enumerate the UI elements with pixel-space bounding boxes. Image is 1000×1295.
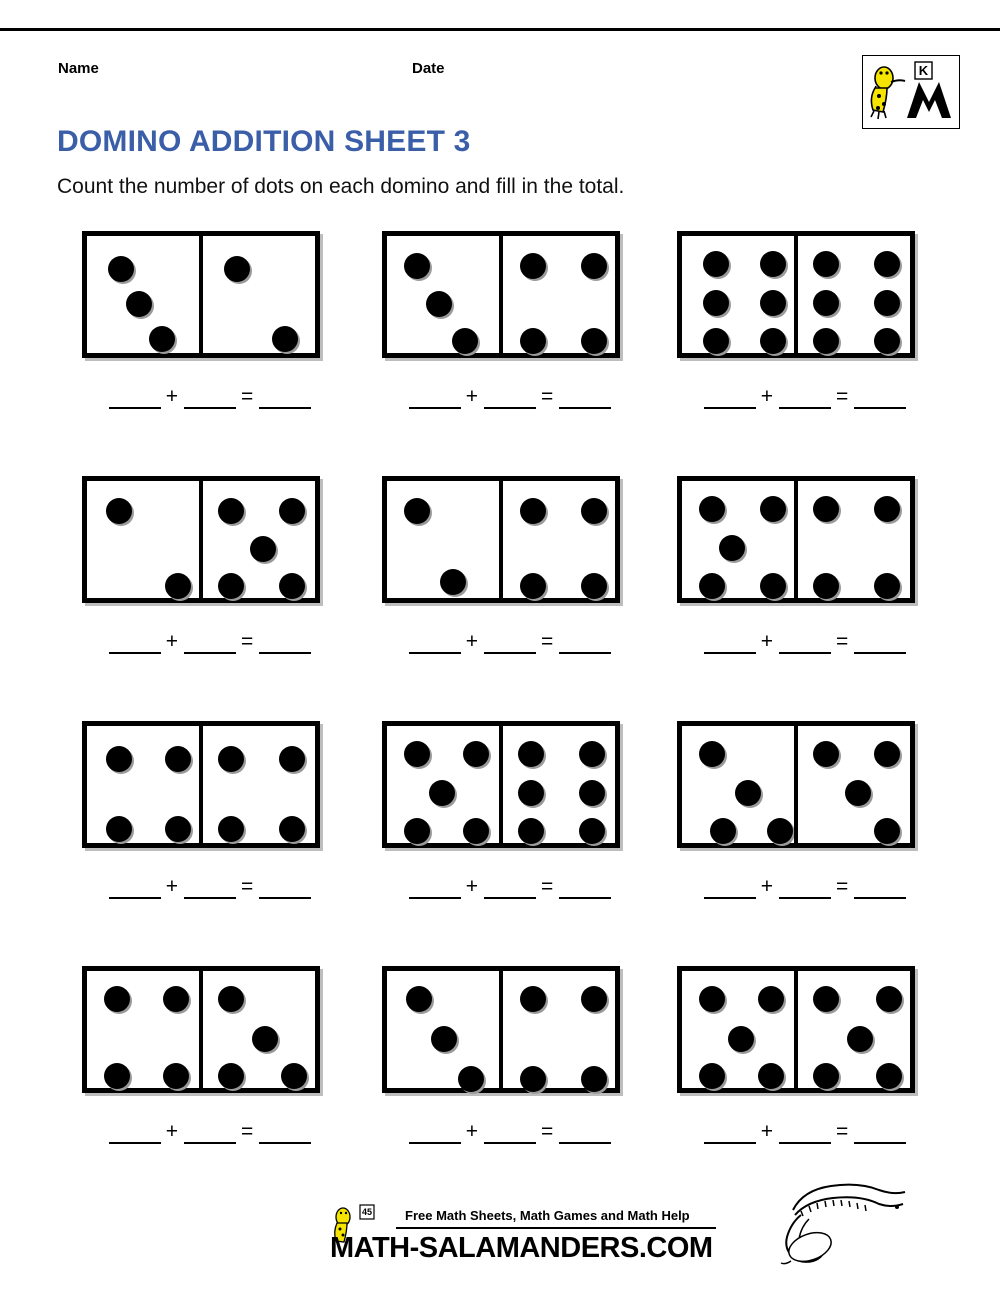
domino-half-right	[501, 236, 615, 353]
answer-blank-total[interactable]	[854, 635, 906, 654]
domino-dot	[279, 573, 305, 599]
domino-half-left	[87, 236, 201, 353]
domino-half-right	[201, 236, 315, 353]
domino-dot	[404, 253, 430, 279]
answer-blank-addend2[interactable]	[484, 880, 536, 899]
domino-dot	[579, 780, 605, 806]
domino-dot	[429, 780, 455, 806]
answer-line	[370, 1120, 650, 1144]
answer-blank-addend2[interactable]	[779, 1125, 831, 1144]
salamander-logo	[862, 55, 960, 129]
answer-blank-addend1[interactable]	[704, 1125, 756, 1144]
domino-1	[82, 231, 320, 358]
plus-sign: +	[165, 630, 179, 653]
domino-dot	[520, 253, 546, 279]
equals-sign: =	[541, 1120, 555, 1143]
domino-dot	[579, 818, 605, 844]
domino-dot	[581, 986, 607, 1012]
equals-sign: =	[241, 875, 255, 898]
answer-line	[70, 385, 350, 409]
problem-cell	[655, 715, 955, 960]
plus-sign: +	[465, 630, 479, 653]
domino-half-right	[796, 726, 910, 843]
domino-row	[0, 715, 1000, 960]
domino-half-left	[682, 971, 796, 1088]
equals-sign: =	[541, 630, 555, 653]
svg-text:K: K	[918, 63, 929, 78]
domino-dot	[165, 573, 191, 599]
domino-dot	[767, 818, 793, 844]
domino-dot	[520, 1066, 546, 1092]
domino-dot	[735, 780, 761, 806]
domino-dot	[463, 818, 489, 844]
answer-blank-addend2[interactable]	[779, 880, 831, 899]
lizard-icon	[775, 1175, 935, 1280]
domino-dot	[876, 986, 902, 1012]
domino-half-left	[387, 971, 501, 1088]
domino-dot	[699, 573, 725, 599]
equals-sign: =	[836, 1120, 850, 1143]
instructions: Count the number of dots on each domino and fill in the total.	[57, 175, 625, 198]
equals-sign: =	[241, 630, 255, 653]
domino-dot	[518, 818, 544, 844]
domino-dot	[250, 536, 276, 562]
answer-blank-addend1[interactable]	[109, 635, 161, 654]
domino-dot	[699, 1063, 725, 1089]
answer-blank-addend1[interactable]	[109, 880, 161, 899]
equals-sign: =	[241, 385, 255, 408]
domino-dot	[218, 498, 244, 524]
answer-blank-addend1[interactable]	[409, 635, 461, 654]
domino-dot	[760, 496, 786, 522]
answer-blank-addend2[interactable]	[184, 1125, 236, 1144]
answer-blank-addend2[interactable]	[184, 880, 236, 899]
answer-line	[70, 630, 350, 654]
domino-dot	[163, 1063, 189, 1089]
answer-blank-addend2[interactable]	[484, 390, 536, 409]
answer-blank-total[interactable]	[259, 1125, 311, 1144]
domino-dot	[458, 1066, 484, 1092]
domino-half-left	[682, 726, 796, 843]
plus-sign: +	[165, 1120, 179, 1143]
answer-blank-total[interactable]	[259, 880, 311, 899]
answer-blank-addend2[interactable]	[484, 1125, 536, 1144]
domino-dot	[874, 573, 900, 599]
domino-dot	[165, 816, 191, 842]
domino-dot	[581, 1066, 607, 1092]
domino-dot	[279, 746, 305, 772]
equals-sign: =	[836, 385, 850, 408]
answer-blank-total[interactable]	[854, 1125, 906, 1144]
problem-cell	[360, 470, 660, 715]
domino-dot	[758, 1063, 784, 1089]
domino-2	[382, 231, 620, 358]
answer-blank-addend2[interactable]	[779, 635, 831, 654]
domino-dot	[710, 818, 736, 844]
plus-sign: +	[760, 875, 774, 898]
domino-dot	[149, 326, 175, 352]
domino-dot	[699, 496, 725, 522]
top-divider	[0, 28, 1000, 31]
answer-blank-addend2[interactable]	[484, 635, 536, 654]
domino-dot	[218, 986, 244, 1012]
domino-half-right	[796, 481, 910, 598]
footer	[0, 1175, 1000, 1295]
problem-cell	[655, 960, 955, 1205]
domino-5	[382, 476, 620, 603]
plus-sign: +	[760, 630, 774, 653]
answer-blank-total[interactable]	[559, 390, 611, 409]
domino-6	[677, 476, 915, 603]
domino-dot	[760, 573, 786, 599]
salamander-logo-icon	[863, 56, 957, 126]
answer-line	[370, 630, 650, 654]
answer-blank-addend1[interactable]	[409, 880, 461, 899]
domino-dot	[760, 251, 786, 277]
answer-line	[665, 630, 945, 654]
domino-half-left	[682, 236, 796, 353]
problem-cell	[360, 960, 660, 1205]
domino-dot	[876, 1063, 902, 1089]
domino-dot	[104, 986, 130, 1012]
equals-sign: =	[241, 1120, 255, 1143]
name-label: Name	[58, 60, 99, 77]
footer-brand: MATH-SALAMANDERS.COM	[330, 1232, 713, 1264]
answer-line	[665, 875, 945, 899]
domino-dot	[404, 818, 430, 844]
domino-half-right	[201, 726, 315, 843]
domino-half-left	[387, 481, 501, 598]
domino-dot	[703, 251, 729, 277]
domino-dot	[813, 986, 839, 1012]
domino-dot	[699, 986, 725, 1012]
domino-dot	[813, 573, 839, 599]
domino-dot	[760, 328, 786, 354]
domino-dot	[518, 741, 544, 767]
domino-dot	[581, 498, 607, 524]
problem-cell	[60, 225, 360, 470]
domino-dot	[279, 498, 305, 524]
domino-half-right	[796, 236, 910, 353]
answer-blank-total[interactable]	[854, 390, 906, 409]
domino-dot	[218, 816, 244, 842]
answer-line	[370, 385, 650, 409]
domino-dot	[463, 741, 489, 767]
domino-7	[82, 721, 320, 848]
domino-half-right	[201, 481, 315, 598]
domino-dot	[126, 291, 152, 317]
domino-row	[0, 470, 1000, 715]
domino-dot	[703, 328, 729, 354]
domino-4	[82, 476, 320, 603]
domino-10	[82, 966, 320, 1093]
answer-blank-total[interactable]	[559, 1125, 611, 1144]
problem-cell	[60, 470, 360, 715]
answer-blank-addend1[interactable]	[704, 635, 756, 654]
answer-blank-total[interactable]	[259, 635, 311, 654]
domino-8	[382, 721, 620, 848]
domino-dot	[520, 328, 546, 354]
equals-sign: =	[541, 385, 555, 408]
problem-cell	[60, 960, 360, 1205]
equals-sign: =	[836, 630, 850, 653]
domino-dot	[431, 1026, 457, 1052]
domino-dot	[272, 326, 298, 352]
domino-dot	[106, 816, 132, 842]
domino-half-right	[201, 971, 315, 1088]
answer-blank-addend2[interactable]	[184, 390, 236, 409]
domino-dot	[728, 1026, 754, 1052]
domino-dot	[703, 290, 729, 316]
answer-blank-total[interactable]	[559, 880, 611, 899]
domino-half-left	[682, 481, 796, 598]
domino-12	[677, 966, 915, 1093]
domino-dot	[218, 573, 244, 599]
domino-half-left	[87, 971, 201, 1088]
domino-dot	[813, 496, 839, 522]
domino-dot	[406, 986, 432, 1012]
domino-half-left	[87, 481, 201, 598]
answer-blank-total[interactable]	[854, 880, 906, 899]
domino-dot	[520, 498, 546, 524]
domino-dot	[426, 291, 452, 317]
answer-line	[370, 875, 650, 899]
footer-tagline: Free Math Sheets, Math Games and Math Help	[405, 1208, 690, 1223]
domino-9	[677, 721, 915, 848]
answer-blank-addend1[interactable]	[409, 390, 461, 409]
problem-cell	[360, 225, 660, 470]
domino-dot	[281, 1063, 307, 1089]
domino-dot	[518, 780, 544, 806]
domino-row	[0, 960, 1000, 1205]
answer-line	[665, 385, 945, 409]
domino-dot	[581, 253, 607, 279]
domino-dot	[579, 741, 605, 767]
domino-dot	[760, 290, 786, 316]
domino-dot	[758, 986, 784, 1012]
domino-dot	[874, 328, 900, 354]
answer-blank-addend1[interactable]	[109, 390, 161, 409]
answer-line	[70, 1120, 350, 1144]
domino-half-right	[501, 481, 615, 598]
page-title: DOMINO ADDITION SHEET 3	[57, 125, 471, 158]
problem-cell	[60, 715, 360, 960]
domino-row	[0, 225, 1000, 470]
domino-dot	[874, 818, 900, 844]
domino-dot	[874, 741, 900, 767]
answer-blank-addend1[interactable]	[109, 1125, 161, 1144]
lizard-illustration	[775, 1175, 935, 1280]
answer-blank-addend1[interactable]	[704, 390, 756, 409]
domino-half-right	[796, 971, 910, 1088]
domino-dot	[163, 986, 189, 1012]
problem-cell	[360, 715, 660, 960]
domino-dot	[404, 741, 430, 767]
domino-dot	[874, 496, 900, 522]
domino-dot	[719, 535, 745, 561]
problem-cell	[655, 225, 955, 470]
domino-dot	[813, 290, 839, 316]
domino-dot	[165, 746, 191, 772]
domino-half-left	[387, 726, 501, 843]
domino-dot	[874, 251, 900, 277]
domino-dot	[252, 1026, 278, 1052]
plus-sign: +	[165, 385, 179, 408]
domino-dot	[452, 328, 478, 354]
answer-line	[665, 1120, 945, 1144]
domino-half-right	[501, 971, 615, 1088]
domino-dot	[106, 746, 132, 772]
domino-dot	[108, 256, 134, 282]
domino-dot	[813, 741, 839, 767]
domino-dot	[224, 256, 250, 282]
domino-3	[677, 231, 915, 358]
answer-blank-addend2[interactable]	[779, 390, 831, 409]
svg-text:45: 45	[361, 1207, 373, 1217]
date-label: Date	[412, 60, 445, 77]
domino-dot	[813, 328, 839, 354]
plus-sign: +	[465, 875, 479, 898]
domino-dot	[813, 1063, 839, 1089]
domino-half-left	[87, 726, 201, 843]
answer-line	[70, 875, 350, 899]
domino-dot	[104, 1063, 130, 1089]
domino-dot	[520, 573, 546, 599]
answer-blank-addend2[interactable]	[184, 635, 236, 654]
domino-dot	[218, 1063, 244, 1089]
answer-blank-addend1[interactable]	[704, 880, 756, 899]
domino-dot	[106, 498, 132, 524]
domino-dot	[520, 986, 546, 1012]
domino-dot	[581, 573, 607, 599]
domino-dot	[581, 328, 607, 354]
answer-blank-total[interactable]	[559, 635, 611, 654]
domino-dot	[404, 498, 430, 524]
domino-dot	[699, 741, 725, 767]
equals-sign: =	[836, 875, 850, 898]
problem-cell	[655, 470, 955, 715]
domino-dot	[847, 1026, 873, 1052]
domino-11	[382, 966, 620, 1093]
plus-sign: +	[760, 1120, 774, 1143]
plus-sign: +	[165, 875, 179, 898]
answer-blank-total[interactable]	[259, 390, 311, 409]
answer-blank-addend1[interactable]	[409, 1125, 461, 1144]
domino-grid	[0, 225, 1000, 1205]
plus-sign: +	[465, 1120, 479, 1143]
equals-sign: =	[541, 875, 555, 898]
footer-divider	[396, 1227, 716, 1229]
domino-dot	[440, 569, 466, 595]
domino-half-left	[387, 236, 501, 353]
domino-dot	[813, 251, 839, 277]
plus-sign: +	[760, 385, 774, 408]
domino-half-right	[501, 726, 615, 843]
domino-dot	[874, 290, 900, 316]
domino-dot	[218, 746, 244, 772]
domino-dot	[279, 816, 305, 842]
plus-sign: +	[465, 385, 479, 408]
domino-dot	[845, 780, 871, 806]
